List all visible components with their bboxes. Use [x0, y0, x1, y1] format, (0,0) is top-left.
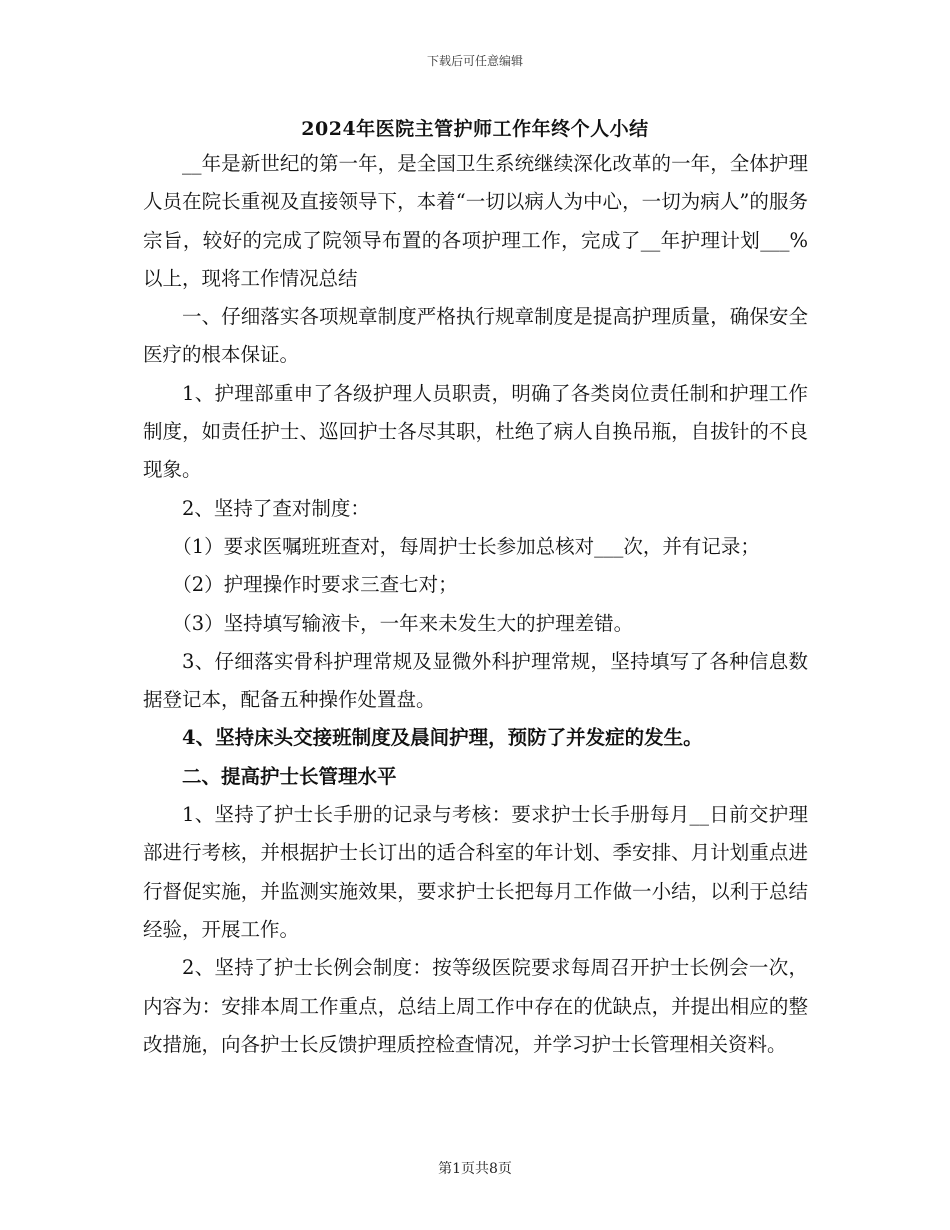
- header-note: 下载后可任意编辑: [426, 54, 523, 68]
- section-heading-2: 二、提高护士长管理水平: [182, 764, 397, 788]
- paragraph-section2-item-2: 2、坚持了护士长例会制度：按等级医院要求每周召开护士长例会一次，内容为：安排本周工作重点，总结上周工作中存在的优缺点，并提出相应的整改措施，向各护士长反馈护理质控检查情况，并学习护士长管理相关资料。: [143, 956, 808, 1056]
- paragraph-subitem-1: （1）要求医嘱班班查对，每周护士长参加总核对___次，并有记录；: [172, 534, 760, 558]
- paragraph-subitem-2: （2）护理操作时要求三查七对；: [172, 573, 458, 597]
- paragraph-item-1: 1、护理部重申了各级护理人员职责，明确了各类岗位责任制和护理工作制度，如责任护士、巡回护士各尽其职，杜绝了病人自换吊瓶，自拔针的不良现象。: [143, 381, 808, 482]
- page-footer: 第1页共8页: [438, 1161, 512, 1177]
- paragraph-intro: __年是新世纪的第一年，是全国卫生系统继续深化改革的一年，全体护理人员在院长重视及直接领导下，本着“一切以病人为中心，一切为病人”的服务宗旨，较好的完成了院领导布置的各项护理工作，完成了__年护理计划___%以上，现将工作情况总结: [143, 152, 808, 290]
- paragraph-item-3: 3、仔细落实骨科护理常规及显微外科护理常规，坚持填写了各种信息数据登记本，配备五种操作处置盘。: [143, 649, 808, 712]
- paragraph-section2-item-1: 1、坚持了护士长手册的记录与考核：要求护士长手册每月__日前交护理部进行考核，并根据护士长订出的适合科室的年计划、季安排、月计划重点进行督促实施，并监测实施效果，要求护士长把每月工作做一小结，以利于总结经验，开展工作。: [143, 803, 808, 941]
- paragraph-item-4: 4、坚持床头交接班制度及晨间护理，预防了并发症的发生。: [182, 726, 703, 750]
- document-body: [143, 145, 808, 1064]
- paragraph-item-2: 2、坚持了查对制度：: [182, 496, 370, 520]
- section-heading-1: 一、仔细落实各项规章制度严格执行规章制度是提高护理质量，确保安全医疗的根本保证。: [143, 305, 808, 367]
- document-title: 2024年医院主管护师工作年终个人小结: [301, 118, 649, 140]
- paragraph-subitem-3: （3）坚持填写输液卡，一年来未发生大的护理差错。: [172, 611, 634, 635]
